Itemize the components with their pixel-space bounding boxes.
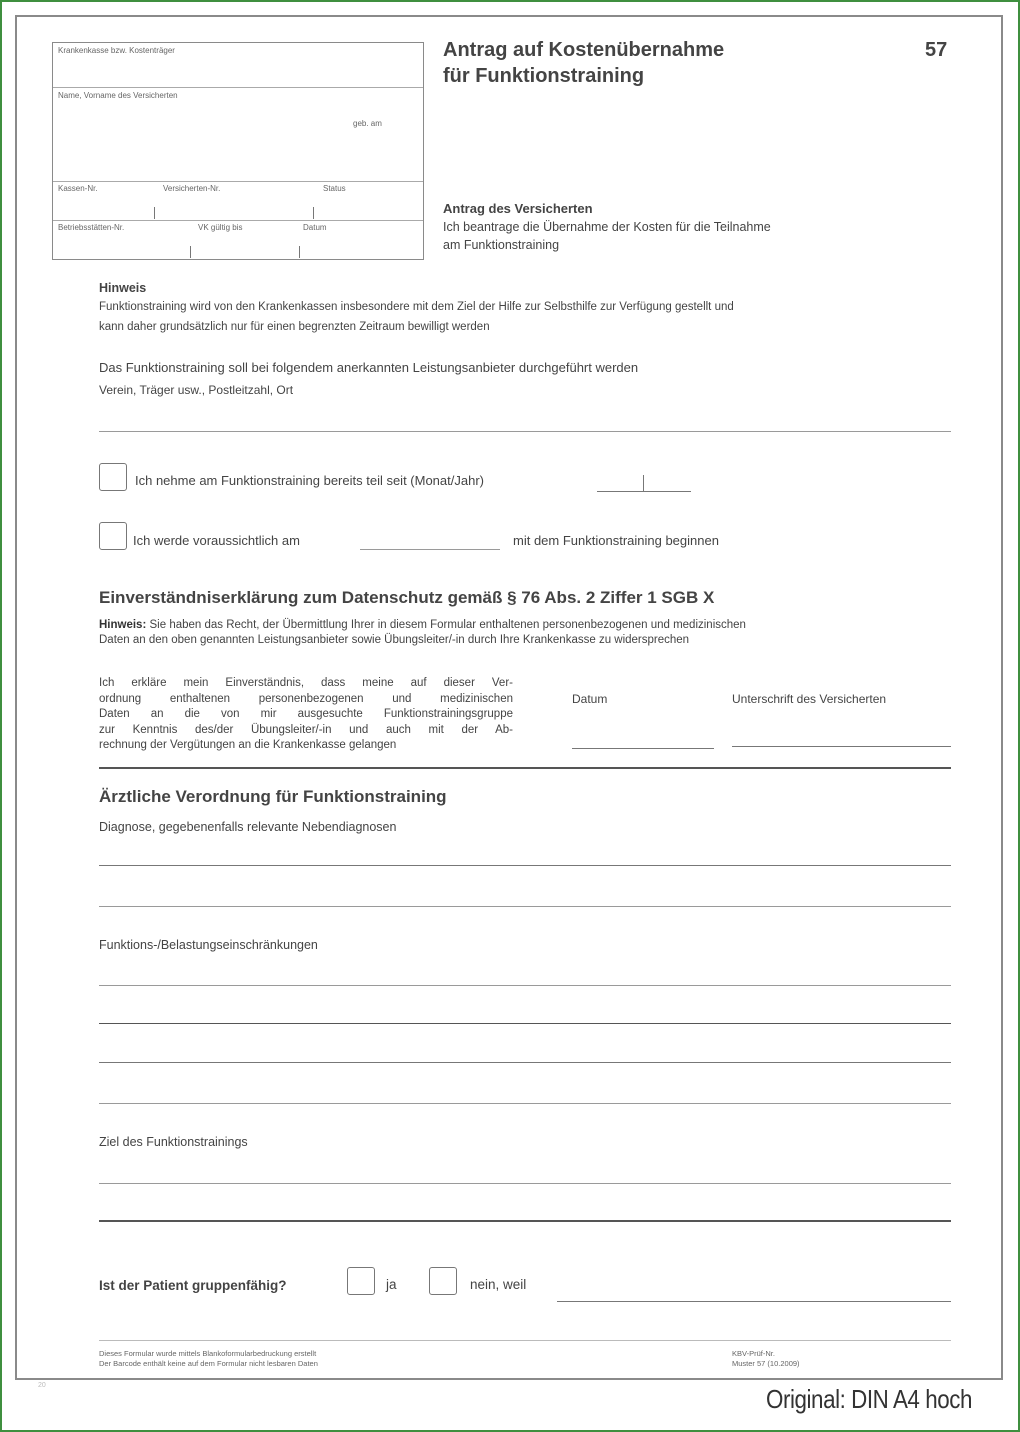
will-start-label-b: mit dem Funktionstraining beginnen xyxy=(513,533,719,548)
provider-label: Das Funktionstraining soll bei folgendem anerkannten Leistungsanbieter durchgeführt werden xyxy=(99,360,639,375)
page-marker: 20 xyxy=(38,1382,46,1389)
group-yes-checkbox[interactable] xyxy=(347,1267,375,1295)
hint-heading: Hinweis xyxy=(99,281,147,295)
section-divider xyxy=(99,767,951,769)
birth-date-label: geb. am xyxy=(353,119,382,128)
divider xyxy=(53,220,423,221)
section-divider xyxy=(99,1220,951,1222)
group-yes-label: ja xyxy=(386,1277,397,1292)
applicant-text-line2: am Funktionstraining xyxy=(443,238,560,252)
participating-checkbox[interactable] xyxy=(99,463,127,491)
field-separator xyxy=(313,207,314,219)
group-no-reason-field[interactable] xyxy=(557,1301,951,1302)
field-separator xyxy=(190,246,191,258)
form-number: 57 xyxy=(925,39,948,61)
limitations-line[interactable] xyxy=(99,1023,951,1024)
caption: Original: DIN A4 hoch xyxy=(766,1384,972,1414)
consent-line: zur Kenntnis des/der Übungsleiter/-in und auch mit der Ab- xyxy=(99,723,513,736)
privacy-hint-line1: Sie haben das Recht, der Übermittlung Ihrer in diesem Formular enthaltenen personenbezogenen und medizinischen xyxy=(149,619,746,631)
privacy-hint xyxy=(99,619,939,631)
valid-until-label: VK gültig bis xyxy=(198,223,243,232)
consent-line: Daten an die von mir ausgesuchte Funktionstrainingsgruppe xyxy=(99,708,513,720)
goal-label: Ziel des Funktionstrainings xyxy=(99,1135,248,1149)
hint-line2: kann daher grundsätzlich nur für einen begrenzten Zeitraum bewilligt werden xyxy=(99,321,490,333)
start-date-field[interactable] xyxy=(360,549,500,550)
footer-right-line2: Muster 57 (10.2009) xyxy=(732,1359,800,1368)
footer-left-line1: Dieses Formular wurde mittels Blankoformularbedruckung erstellt xyxy=(99,1349,317,1358)
goal-line[interactable] xyxy=(99,1183,951,1184)
form-title-line1: Antrag auf Kostenübernahme xyxy=(443,39,725,61)
consent-line: rechnung der Vergütungen an die Krankenkasse gelangen xyxy=(99,739,397,751)
privacy-hint-label: Hinweis: xyxy=(99,619,147,631)
signature-label: Unterschrift des Versicherten xyxy=(732,692,887,706)
status-label: Status xyxy=(323,184,346,193)
footer-left-line2: Der Barcode enthält keine auf dem Formular nicht lesbaren Daten xyxy=(99,1359,318,1368)
insurer-label: Krankenkasse bzw. Kostenträger xyxy=(58,46,175,55)
month-year-separator xyxy=(643,475,644,491)
consent-text xyxy=(99,676,513,754)
insurance-data-box xyxy=(52,42,424,260)
hint-line1: Funktionstraining wird von den Krankenkassen insbesondere mit dem Ziel der Hilfe zur Selbsthilfe zur Verfügung gestellt und xyxy=(99,301,734,313)
form-sheet xyxy=(15,15,1003,1380)
footer-divider xyxy=(99,1340,951,1341)
footer-right-line1: KBV-Prüf-Nr. xyxy=(732,1349,775,1358)
will-start-checkbox[interactable] xyxy=(99,522,127,550)
limitations-label: Funktions-/Belastungseinschränkungen xyxy=(99,938,318,952)
diagnosis-label: Diagnose, gegebenenfalls relevante Nebendiagnosen xyxy=(99,820,397,834)
limitations-line[interactable] xyxy=(99,1062,951,1063)
diagnosis-line[interactable] xyxy=(99,906,951,907)
signature-date-field[interactable] xyxy=(572,748,714,749)
participating-label: Ich nehme am Funktionstraining bereits teil seit (Monat/Jahr) xyxy=(135,473,484,488)
form-title-line2: für Funktionstraining xyxy=(443,65,645,87)
provider-input-line[interactable] xyxy=(99,431,951,432)
provider-sublabel: Verein, Träger usw., Postleitzahl, Ort xyxy=(99,383,294,397)
signature-date-label: Datum xyxy=(572,692,608,706)
field-separator xyxy=(299,246,300,258)
diagnosis-line[interactable] xyxy=(99,865,951,866)
divider xyxy=(53,87,423,88)
field-separator xyxy=(154,207,155,219)
insured-number-label: Versicherten-Nr. xyxy=(163,184,221,193)
group-question: Ist der Patient gruppenfähig? xyxy=(99,1278,287,1293)
group-no-label: nein, weil xyxy=(470,1277,527,1292)
insured-name-label: Name, Vorname des Versicherten xyxy=(58,91,178,100)
site-number-label: Betriebsstätten-Nr. xyxy=(58,223,125,232)
signature-field[interactable] xyxy=(732,746,951,747)
divider xyxy=(53,181,423,182)
limitations-line[interactable] xyxy=(99,985,951,986)
applicant-text-line1: Ich beantrage die Übernahme der Kosten für die Teilnahme xyxy=(443,220,771,234)
date-label: Datum xyxy=(303,223,327,232)
group-no-checkbox[interactable] xyxy=(429,1267,457,1295)
insurer-number-label: Kassen-Nr. xyxy=(58,184,98,193)
will-start-label-a: Ich werde voraussichtlich am xyxy=(133,533,300,548)
consent-line: ordnung enthaltenen personenbezogenen und medizinischen xyxy=(99,692,513,705)
prescription-heading: Ärztliche Verordnung für Funktionstraining xyxy=(99,787,447,806)
participating-since-field[interactable] xyxy=(597,491,691,492)
consent-line: Ich erkläre mein Einverständnis, dass meine auf dieser Ver- xyxy=(99,677,513,689)
applicant-heading: Antrag des Versicherten xyxy=(443,201,593,216)
privacy-heading: Einverständniserklärung zum Datenschutz gemäß § 76 Abs. 2 Ziffer 1 SGB X xyxy=(99,588,715,607)
privacy-hint-line2: Daten an den oben genannten Leistungsanbieter sowie Übungsleiter/-in durch Ihre Krankenkasse zu widersprechen xyxy=(99,634,690,646)
limitations-line[interactable] xyxy=(99,1103,951,1104)
